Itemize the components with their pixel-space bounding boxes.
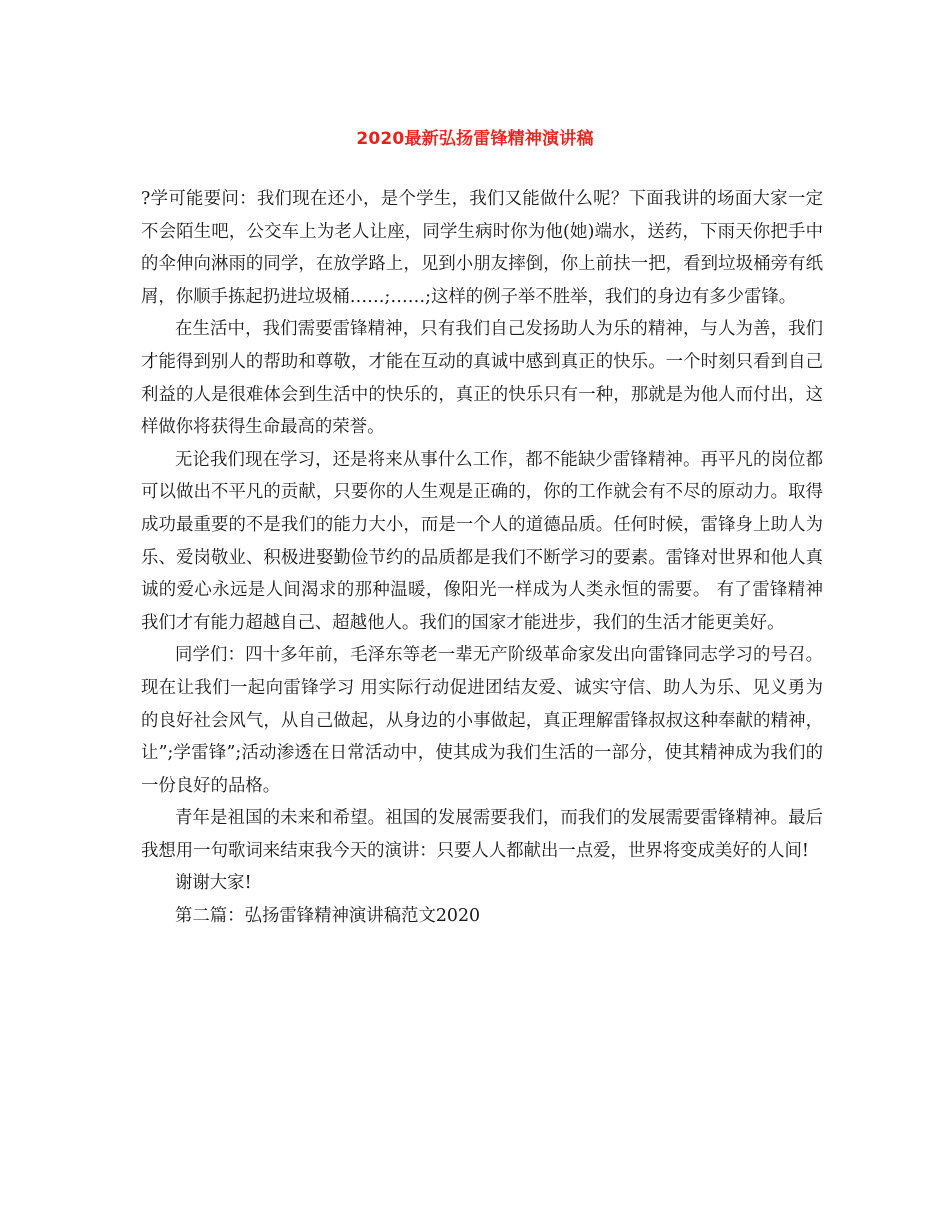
paragraph-1: ?学可能要问：我们现在还小，是个学生，我们又能做什么呢？下面我讲的场面大家一定不会陌生吧，公交车上为老人让座，同学生病时你为他(她)端水，送药，下雨天你把手中的伞伸向淋雨的同学，在放学路上，见到小朋友摔倒，你上前扶一把，看到垃圾桶旁有纸屑，你顺手拣起扔进垃圾桶……;……;这样的例子举不胜举，我们的身边有多少雷锋。 [141,189,823,307]
document-body [141,183,823,933]
paragraph-4: 同学们：四十多年前，毛泽东等老一辈无产阶级革命家发出向雷锋同志学习的号召。现在让我们一起向雷锋学习 用实际行动促进团结友爱、诚实守信、助人为乐、见义勇为的良好社会风气，从自己做起，从身边的小事做起，真正理解雷锋叔叔这种奉献的精神，让”;学雷锋”;活动渗透在日常活动中，使其成为我们生活的一部分，使其精神成为我们的一份良好的品格。 [141,645,823,796]
paragraph-3: 无论我们现在学习，还是将来从事什么工作，都不能缺少雷锋精神。再平凡的岗位都可以做出不平凡的贡献，只要你的人生观是正确的，你的工作就会有不尽的原动力。取得成功最重要的不是我们的能力大小，而是一个人的道德品质。任何时候，雷锋身上助人为乐、爱岗敬业、积极进娶勤俭节约的品质都是我们不断学习的要素。雷锋对世界和他人真诚的爱心永远是人间渴求的那种温暖，像阳光一样成为人类永恒的需要。 有了雷锋精神我们才有能力超越自己、超越他人。我们的国家才能进步，我们的生活才能更美好。 [141,449,823,633]
paragraph-2: 在生活中，我们需要雷锋精神，只有我们自己发扬助人为乐的精神，与人为善，我们才能得到别人的帮助和尊敬，才能在互动的真诚中感到真正的快乐。一个时刻只看到自己利益的人是很难体会到生活中的快乐的，真正的快乐只有一种，那就是为他人而付出，这样做你将获得生命最高的荣誉。 [141,319,823,438]
document-title: 2020最新弘扬雷锋精神演讲稿 [356,129,594,149]
next-section-heading: 第二篇：弘扬雷锋精神演讲稿范文2020 [175,906,481,927]
paragraph-5: 青年是祖国的未来和希望。祖国的发展需要我们，而我们的发展需要雷锋精神。最后我想用一句歌词来结束我今天的演讲：只要人人都献出一点爱，世界将变成美好的人间! [141,808,823,861]
closing-thanks: 谢谢大家! [175,873,252,894]
